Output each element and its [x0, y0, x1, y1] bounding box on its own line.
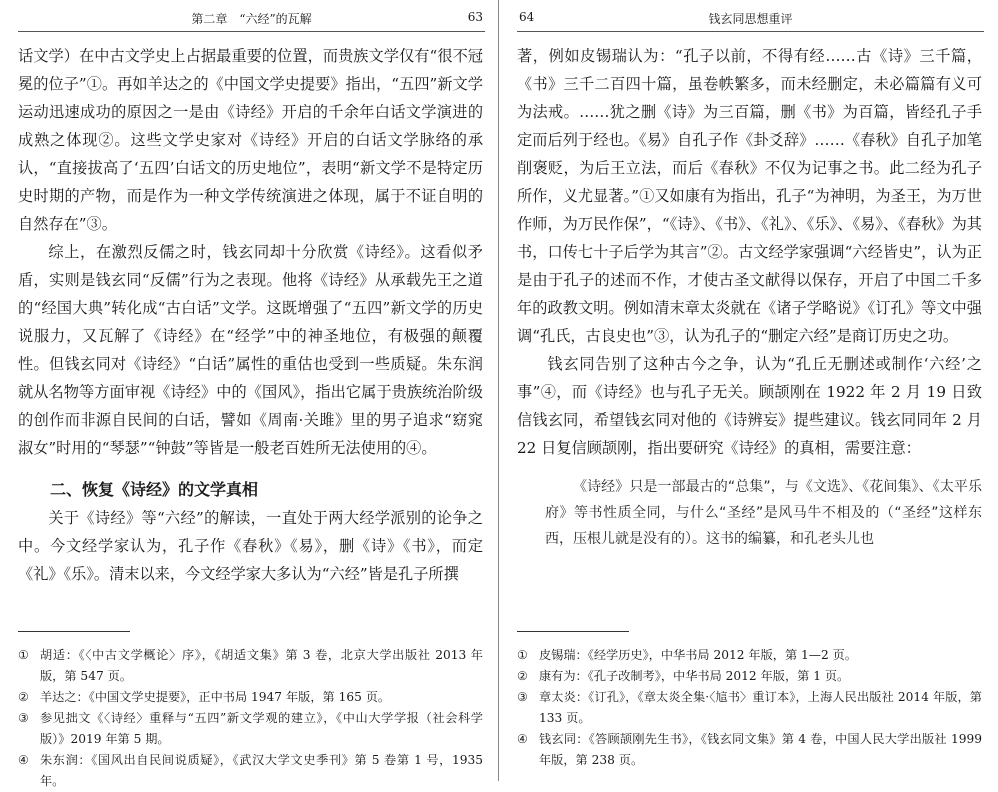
left-running-header — [20, 10, 483, 28]
footnote — [517, 645, 982, 666]
right-page — [499, 0, 998, 781]
footnote-mark: ① — [517, 648, 528, 662]
paragraph: 钱玄同告别了这种古今之争，认为“孔丘无删述或制作‘六经’之事”④，而《诗经》也与孔子无关。顾颉刚在 1922 年 2 月 19 日致信钱玄同，希望钱玄同对他的《诗辨妄》提些建议。钱玄同同年 2 月 22 日复信顾颉刚，指出要研究《诗经》的真相，需要注意： — [517, 355, 982, 457]
section-heading: 二、恢复《诗经》的文学真相 — [50, 480, 259, 499]
footnote-rule — [18, 631, 130, 632]
book-title: 钱玄同思想重评 — [708, 12, 793, 26]
footnote-mark: ④ — [18, 753, 29, 767]
left-body-text — [18, 42, 483, 588]
paragraph: 综上，在激烈反儒之时，钱玄同却十分欣赏《诗经》。这看似矛盾，实则是钱玄同“反儒”行为之表现。他将《诗经》从承载先王之道的“经国大典”转化成“古白话”文学。这既增强了“五四”新文学的历史说服力，又瓦解了《诗经》在“经学”中的神圣地位，有极强的颠覆性。但钱玄同对《诗经》“白话”属性的重估也受到一些质疑。朱东润就从名物等方面审视《诗经》中的《国风》，指出它属于贵族统治阶级的创作而非源自民间的白话，譬如《周南·关雎》里的男子追求“窈窕淑女”时用的“琴瑟”“钟鼓”等皆是一般老百姓所无法使用的④。 — [18, 243, 483, 457]
left-page — [0, 0, 499, 788]
paragraph: 关于《诗经》等“六经”的解读，一直处于两大经学派别的论争之中。今文经学家认为，孔子作《春秋》《易》，删《诗》《书》，而定《礼》《乐》。清末以来，今文经学家大多认为“六经”皆是孔子所撰 — [18, 509, 483, 583]
footnote-mark: ② — [517, 669, 528, 683]
footnote — [18, 687, 483, 708]
header-rule — [18, 31, 485, 32]
header-rule — [517, 31, 984, 32]
left-footnotes — [18, 645, 483, 792]
footnote — [18, 645, 483, 687]
right-body-text — [517, 42, 982, 552]
footnote-text: 钱玄同：《答顾颉刚先生书》，《钱玄同文集》第 4 卷，中国人民大学出版社 1999 年版，第 238 页。 — [539, 732, 982, 767]
page-number: 63 — [467, 10, 483, 24]
footnote — [517, 666, 982, 687]
right-running-header — [519, 10, 982, 28]
footnote-text: 朱东润：《国风出自民间说质疑》，《武汉大学文史季刊》第 5 卷第 1 号，1935 年。 — [40, 753, 483, 788]
footnote-text: 康有为：《孔子改制考》，中华书局 2012 年版，第 1 页。 — [539, 669, 850, 683]
footnote-mark: ① — [18, 648, 29, 662]
footnote-text: 参见拙文《〈诗经〉重释与“五四”新文学观的建立》，《中山大学学报（社会科学版）》2019 年第 5 期。 — [40, 711, 483, 746]
footnote-text: 胡适：《〈中古文学概论〉序》，《胡适文集》第 3 卷，北京大学出版社 2013 年版，第 547 页。 — [40, 648, 483, 683]
page-number: 64 — [519, 10, 535, 24]
footnote-mark: ② — [18, 690, 29, 704]
footnote-mark: ③ — [18, 711, 29, 725]
chapter-title: 第二章 “六经”的瓦解 — [191, 12, 312, 26]
footnote-text: 章太炎：《订孔》，《章太炎全集·〈訄书〉重订本》，上海人民出版社 2014 年版，第 133 页。 — [539, 690, 982, 725]
footnote — [18, 750, 483, 792]
paragraph: 话文学）在中古文学史上占据最重要的位置，而贵族文学仅有“很不冠冕的位子”①。再如羊达之的《中国文学史提要》指出，“五四”新文学运动迅速成功的原因之一是由《诗经》开启的千余年白话文学演进的成熟之体现②。这些文学史家对《诗经》开启的白话文学脉络的承认，“直接拔高了‘五四’白话文的历史地位”，表明“新文学不是特定历史时期的产物，而是作为一种文学传统演进之体现，属于不证自明的自然存在”③。 — [18, 47, 483, 233]
footnote-mark: ④ — [517, 732, 528, 746]
block-quote: 《诗经》只是一部最古的“总集”，与《文选》、《花间集》、《太平乐府》等书性质全同，与什么“圣经”是风马牛不相及的（“圣经”这样东西，压根儿就是没有的）。这书的编纂，和孔老头儿也 — [545, 479, 982, 547]
footnote — [517, 687, 982, 729]
footnote — [18, 708, 483, 750]
footnote-rule — [517, 631, 629, 632]
footnote-mark: ③ — [517, 690, 528, 704]
right-footnotes — [517, 645, 982, 771]
footnote — [517, 729, 982, 771]
footnote-text: 羊达之：《中国文学史提要》，正中书局 1947 年版，第 165 页。 — [40, 690, 391, 704]
footnote-text: 皮锡瑞：《经学历史》，中华书局 2012 年版，第 1—2 页。 — [539, 648, 857, 662]
paragraph: 著，例如皮锡瑞认为：“孔子以前，不得有经……古《诗》三千篇，《书》三千二百四十篇，虽卷帙繁多，而未经删定，未必篇篇有义可为法戒。……犹之删《诗》为三百篇，删《书》为百篇，皆经孔子手定而后列于经也。《易》自孔子作《卦爻辞》……《春秋》自孔子加笔削褒贬，为后王立法，而后《春秋》不仅为记事之书。此二经为孔子所作，义尤显著。”①又如康有为指出，孔子“为神明，为圣王，为万世作师，为万民作保”，“《诗》、《书》、《礼》、《乐》、《易》、《春秋》为其书，口传七十子后学为其言”②。古文经学家强调“六经皆史”，认为正是由于孔子的述而不作，才使古圣文献得以保存，开启了中国二千多年的政教文明。例如清末章太炎就在《诸子学略说》《订孔》等文中强调“孔氏，古良史也”③，认为孔子的“删定六经”是商订历史之功。 — [517, 47, 982, 345]
